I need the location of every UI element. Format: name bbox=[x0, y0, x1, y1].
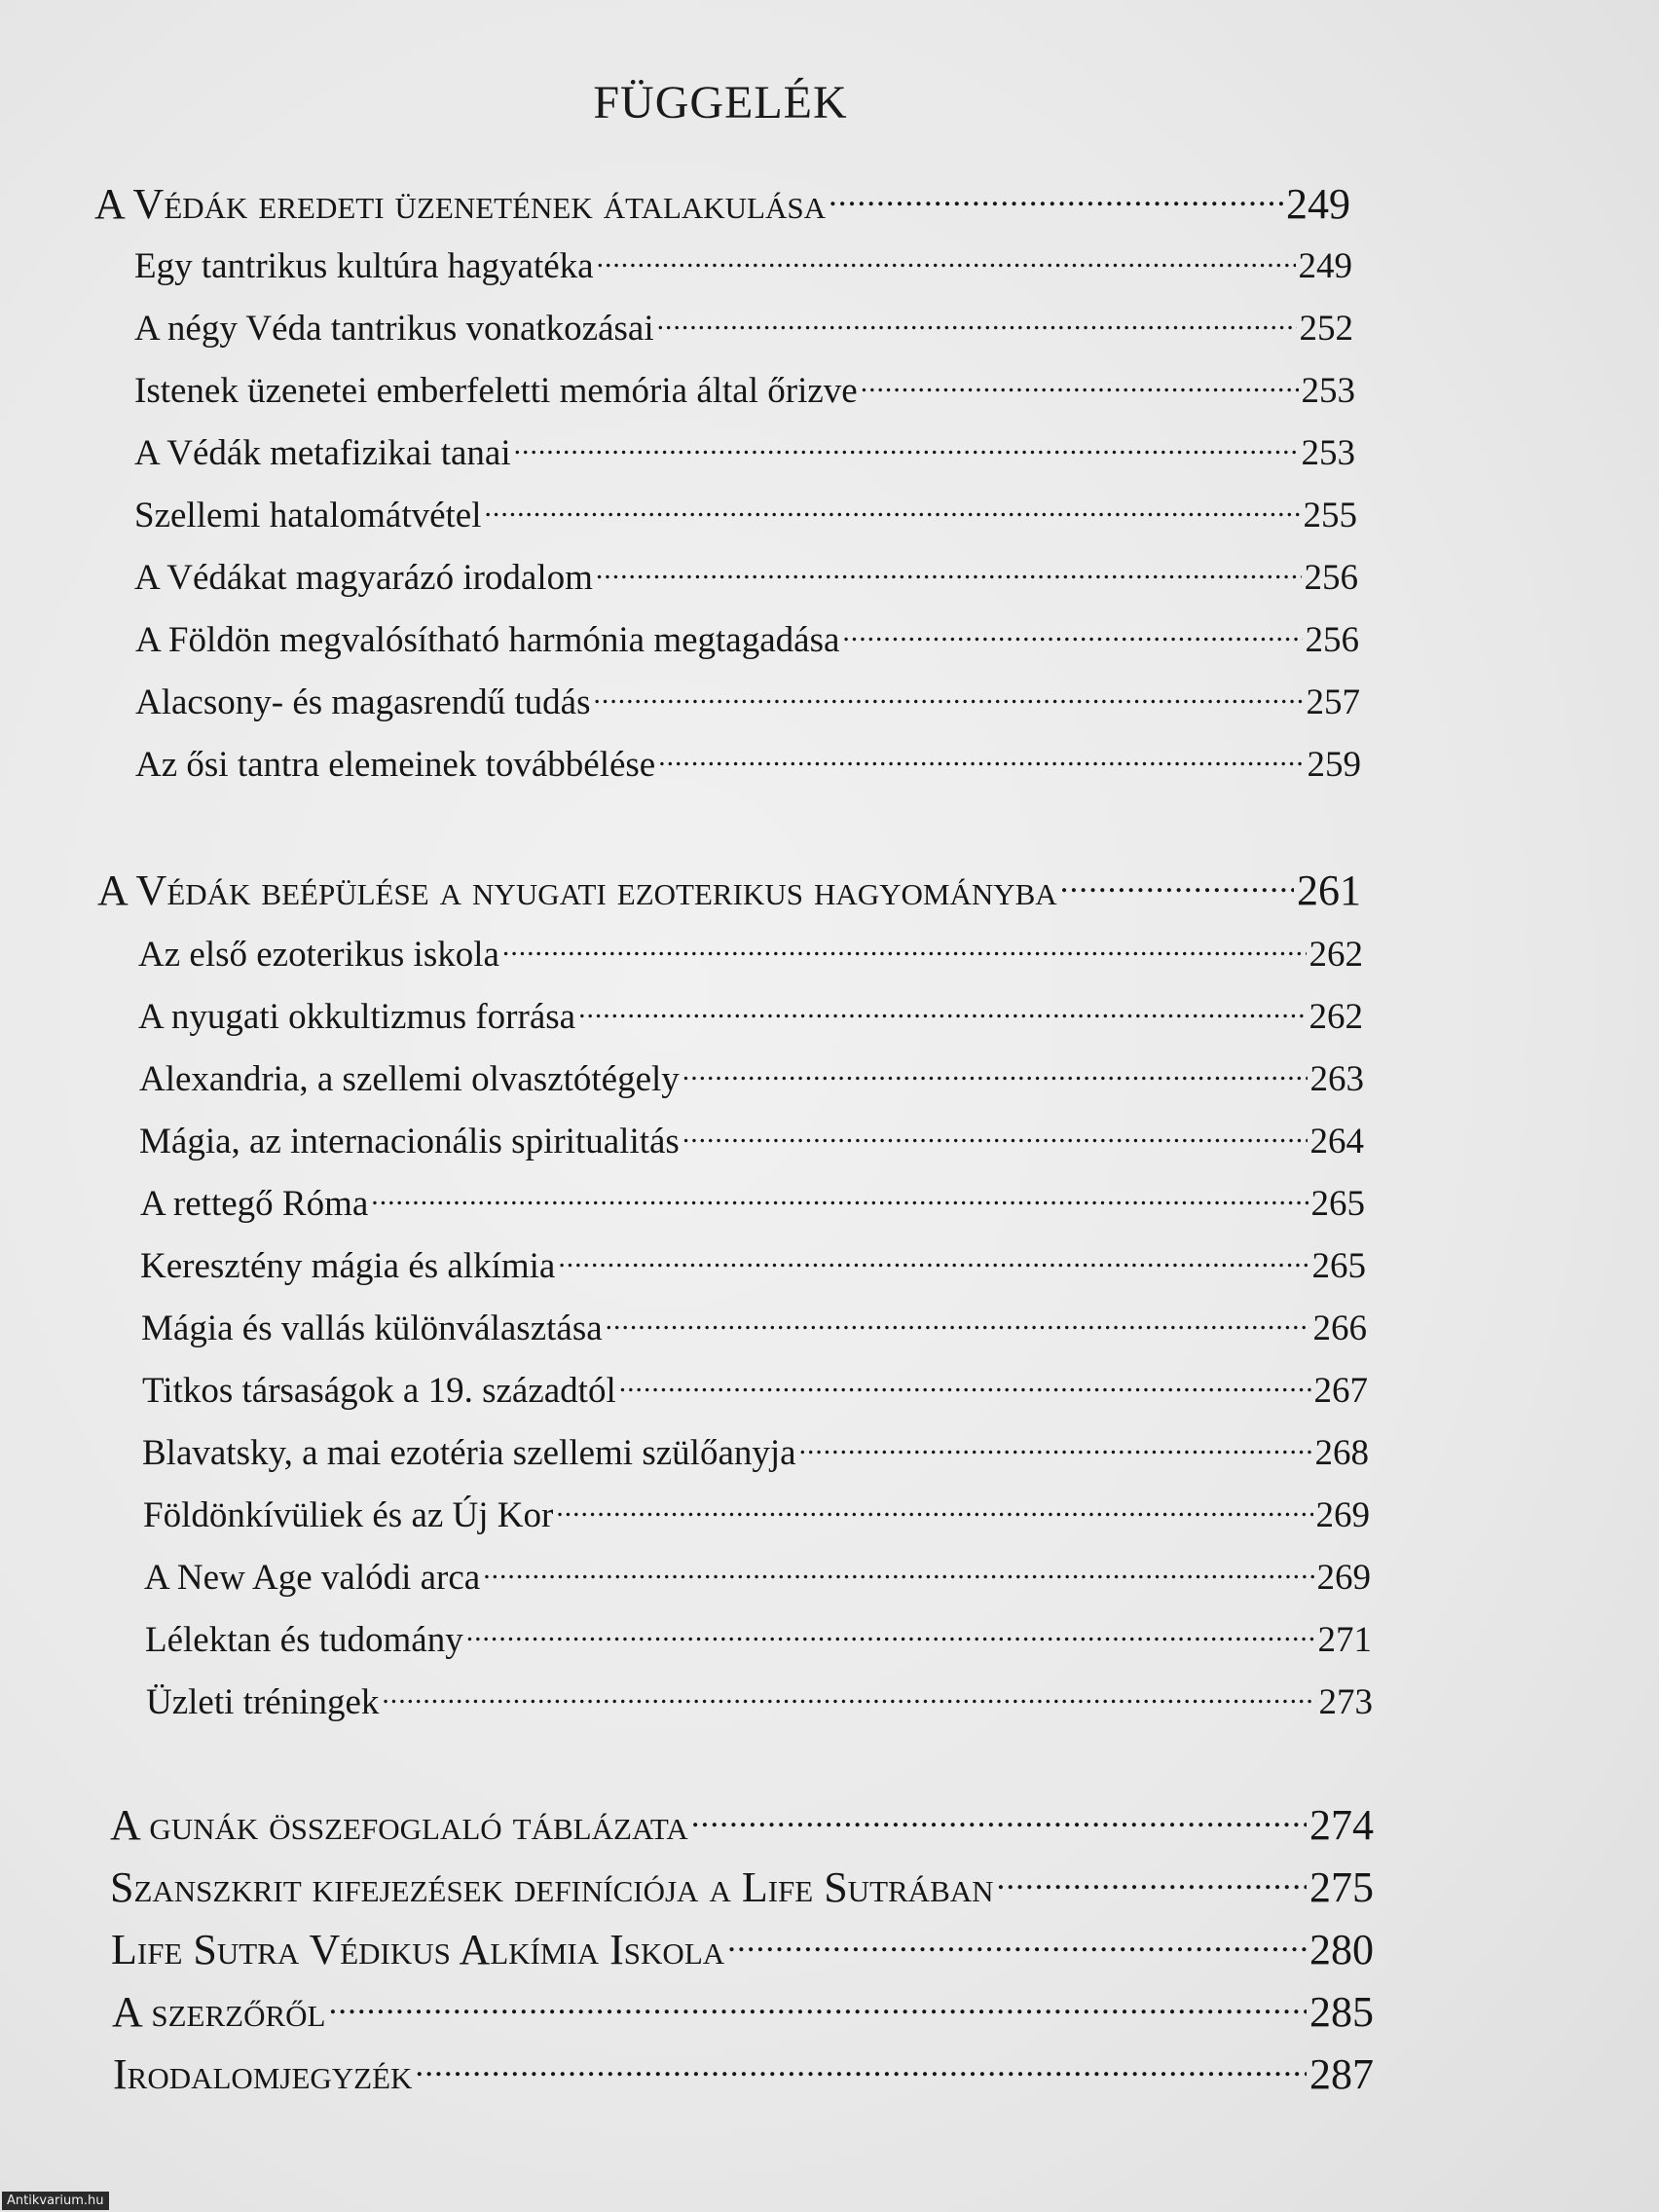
toc-heading-2 bbox=[97, 862, 1361, 915]
toc-entry bbox=[134, 304, 1353, 350]
toc-entry bbox=[138, 992, 1363, 1038]
toc-heading-label: Life Sutra Védikus Alkímia Iskola bbox=[111, 1926, 725, 1973]
toc-entry bbox=[134, 241, 1352, 287]
dot-leader bbox=[799, 1428, 1312, 1464]
toc-entry-label: Földönkívüliek és az Új Kor bbox=[143, 1495, 554, 1535]
toc-page-number: 253 bbox=[1301, 433, 1355, 473]
toc-entry bbox=[140, 1179, 1365, 1225]
toc-entry-label: A Védákat magyarázó irodalom bbox=[134, 558, 593, 598]
toc-entry-label: Az ősi tantra elemeinek továbbélése bbox=[135, 745, 656, 785]
toc-page-number: 262 bbox=[1309, 935, 1363, 975]
toc-entry bbox=[135, 740, 1361, 786]
dot-leader bbox=[514, 428, 1299, 464]
toc-heading-appendix bbox=[110, 1859, 1374, 1912]
toc-page-number: 255 bbox=[1303, 496, 1357, 535]
toc-entry bbox=[139, 1054, 1364, 1100]
dot-leader bbox=[485, 491, 1301, 527]
toc-page-number: 259 bbox=[1307, 745, 1361, 785]
toc-entry-label: Blavatsky, a mai ezotéria szellemi szülőanyja bbox=[142, 1433, 796, 1473]
toc-heading-label: A gunák összefoglaló táblázata bbox=[110, 1801, 688, 1849]
toc-heading-appendix bbox=[111, 1921, 1374, 1974]
dot-leader bbox=[691, 1796, 1307, 1839]
toc-page-number: 261 bbox=[1297, 866, 1361, 914]
toc-entry bbox=[135, 678, 1360, 723]
toc-entry-label: Mágia és vallás különválasztása bbox=[141, 1309, 603, 1348]
toc-page-number: 265 bbox=[1311, 1246, 1366, 1286]
dot-leader bbox=[606, 1304, 1310, 1340]
toc-entry-label: Alexandria, a szellemi olvasztótégely bbox=[139, 1059, 680, 1099]
toc-page-number: 249 bbox=[1286, 180, 1350, 228]
dot-leader bbox=[682, 1117, 1308, 1153]
toc-page-number: 268 bbox=[1314, 1433, 1369, 1473]
toc-entry bbox=[139, 1117, 1364, 1162]
toc-page-number: 285 bbox=[1309, 1988, 1374, 2036]
dot-leader bbox=[596, 553, 1302, 589]
dot-leader bbox=[371, 1179, 1308, 1215]
toc-entry bbox=[142, 1366, 1368, 1412]
toc-entry bbox=[134, 366, 1355, 412]
toc-page-number: 264 bbox=[1309, 1122, 1364, 1161]
toc-page-number: 271 bbox=[1317, 1620, 1372, 1660]
page-title: FÜGGELÉK bbox=[593, 77, 848, 129]
dot-leader bbox=[466, 1615, 1315, 1651]
dot-leader bbox=[597, 241, 1296, 277]
dot-leader bbox=[328, 1983, 1307, 2026]
toc-entry-label: Szellemi hatalomátvétel bbox=[134, 496, 482, 535]
toc-page-number: 253 bbox=[1301, 371, 1355, 411]
toc-entry bbox=[141, 1304, 1367, 1349]
toc-page-number: 287 bbox=[1309, 2050, 1374, 2098]
toc-entry-label: A Védák metafizikai tanai bbox=[134, 433, 511, 473]
toc-page-number: 265 bbox=[1310, 1184, 1365, 1224]
toc-page-number: 256 bbox=[1305, 620, 1359, 660]
toc-entry bbox=[146, 1677, 1373, 1723]
dot-leader bbox=[1060, 862, 1294, 904]
toc-page-number: 256 bbox=[1304, 558, 1358, 598]
toc-heading-1 bbox=[94, 175, 1350, 229]
toc-entry bbox=[134, 553, 1358, 599]
dot-leader bbox=[997, 1859, 1307, 1901]
dot-leader bbox=[382, 1677, 1315, 1714]
dot-leader bbox=[578, 992, 1306, 1028]
toc-entry-label: Üzleti tréningek bbox=[146, 1682, 380, 1722]
toc-entry-label: Keresztény mágia és alkímia bbox=[140, 1246, 556, 1286]
watermark: Antikvarium.hu bbox=[2, 2192, 109, 2210]
toc-entry-label: A New Age valódi arca bbox=[144, 1558, 481, 1598]
dot-leader bbox=[842, 615, 1302, 651]
toc-heading-label: A Védák eredeti üzenetének átalakulása bbox=[94, 180, 826, 228]
toc-page-number: 257 bbox=[1306, 682, 1360, 722]
dot-leader bbox=[502, 930, 1307, 966]
toc-page-number: 274 bbox=[1309, 1801, 1374, 1849]
toc-entry-label: Mágia, az internacionális spiritualitás bbox=[139, 1122, 680, 1161]
toc-entry-label: Lélektan és tudomány bbox=[145, 1620, 463, 1660]
dot-leader bbox=[619, 1366, 1311, 1402]
toc-page-number: 273 bbox=[1318, 1682, 1373, 1722]
toc-page-number: 249 bbox=[1298, 246, 1352, 286]
toc-heading-label: Szanszkrit kifejezések definíciója a Life Sutrában bbox=[110, 1863, 994, 1911]
toc-page-number: 263 bbox=[1309, 1059, 1364, 1099]
toc-entry-label: Az első ezoterikus iskola bbox=[138, 935, 499, 975]
dot-leader bbox=[682, 1054, 1308, 1090]
toc-entry-label: A négy Véda tantrikus vonatkozásai bbox=[134, 309, 654, 349]
toc-entry bbox=[135, 615, 1359, 661]
toc-entry bbox=[134, 428, 1355, 474]
toc-page-number: 266 bbox=[1312, 1309, 1367, 1348]
toc-entry bbox=[138, 930, 1363, 976]
toc-page-number: 269 bbox=[1316, 1558, 1371, 1598]
toc-entry-label: A Földön megvalósítható harmónia megtagadása bbox=[135, 620, 840, 660]
toc-entry-label: Alacsony- és magasrendű tudás bbox=[135, 682, 591, 722]
toc-entry-label: A rettegő Róma bbox=[140, 1184, 369, 1224]
toc-page-number: 280 bbox=[1309, 1926, 1374, 1973]
dot-leader bbox=[727, 1921, 1307, 1964]
dot-leader bbox=[829, 175, 1283, 218]
toc-heading-label: Irodalomjegyzék bbox=[113, 2050, 413, 2098]
toc-entry bbox=[145, 1615, 1372, 1661]
toc-page-number: 252 bbox=[1299, 309, 1353, 349]
toc-page-number: 275 bbox=[1309, 1863, 1374, 1911]
toc-entry bbox=[134, 491, 1357, 536]
toc-heading-label: A szerzőről bbox=[112, 1988, 326, 2036]
dot-leader bbox=[415, 2046, 1307, 2088]
dot-leader bbox=[594, 678, 1304, 714]
dot-leader bbox=[861, 366, 1299, 402]
dot-leader bbox=[483, 1553, 1313, 1589]
toc-heading-appendix bbox=[110, 1796, 1374, 1850]
toc-entry-label: Istenek üzenetei emberfeletti memória által őrizve bbox=[134, 371, 858, 411]
toc-page-number: 267 bbox=[1313, 1371, 1368, 1411]
toc-entry-label: Titkos társaságok a 19. századtól bbox=[142, 1371, 616, 1411]
toc-entry bbox=[140, 1241, 1366, 1287]
toc-entry-label: Egy tantrikus kultúra hagyatéka bbox=[134, 246, 594, 286]
toc-entry bbox=[144, 1553, 1371, 1599]
dot-leader bbox=[658, 740, 1304, 776]
dot-leader bbox=[657, 304, 1297, 340]
toc-entry bbox=[142, 1428, 1369, 1474]
dot-leader bbox=[558, 1241, 1309, 1277]
toc-entry bbox=[143, 1491, 1370, 1536]
dot-leader bbox=[556, 1491, 1312, 1527]
toc-entry-label: A nyugati okkultizmus forrása bbox=[138, 997, 576, 1037]
toc-heading-label: A Védák beépülése a nyugati ezoterikus hagyományba bbox=[97, 866, 1057, 914]
toc-page-number: 262 bbox=[1309, 997, 1363, 1037]
toc-heading-appendix bbox=[112, 1983, 1374, 2037]
toc-heading-appendix bbox=[113, 2046, 1374, 2099]
toc-page-number: 269 bbox=[1315, 1495, 1370, 1535]
